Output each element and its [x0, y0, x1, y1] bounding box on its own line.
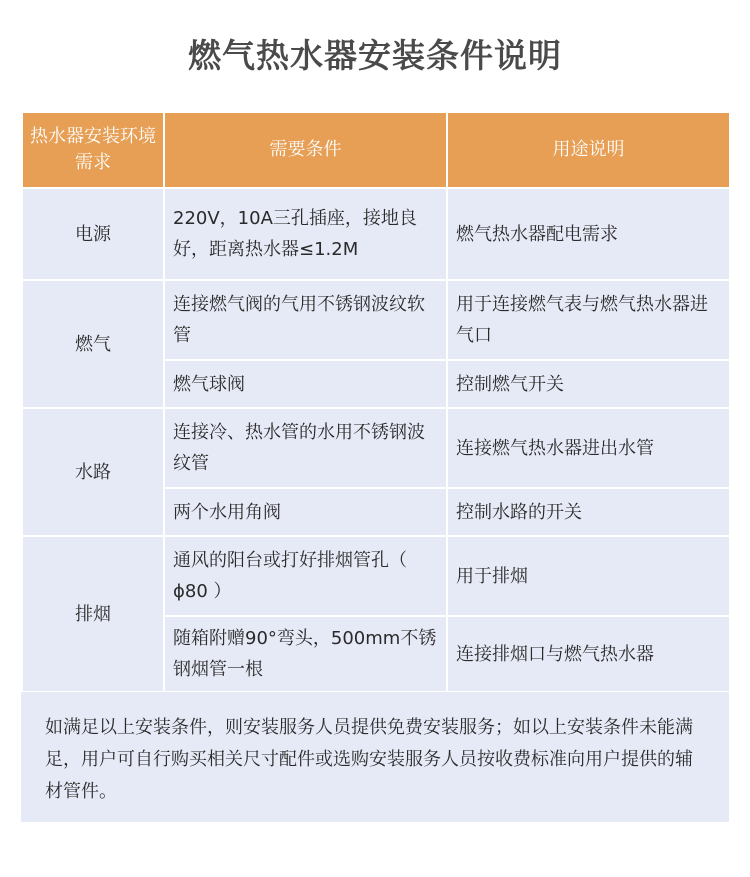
usage-cell: 连接燃气热水器进出水管 — [447, 408, 730, 488]
category-water: 水路 — [22, 408, 164, 536]
usage-cell: 燃气热水器配电需求 — [447, 188, 730, 280]
header-condition: 需要条件 — [164, 112, 447, 188]
table-row — [22, 280, 730, 360]
condition-cell: 两个水用角阀 — [164, 488, 447, 536]
header-usage: 用途说明 — [447, 112, 730, 188]
installation-conditions-table — [21, 111, 731, 693]
table-row — [22, 536, 730, 616]
condition-cell: 通风的阳台或打好排烟管孔（ ɸ80 ） — [164, 536, 447, 616]
condition-cell: 燃气球阀 — [164, 360, 447, 408]
condition-cell: 220V，10A三孔插座，接地良好，距离热水器≤1.2M — [164, 188, 447, 280]
header-environment: 热水器安装环境需求 — [22, 112, 164, 188]
installation-note: 如满足以上安装条件，则安装服务人员提供免费安装服务；如以上安装条件未能满足，用户可自行购买相关尺寸配件或选购安装服务人员按收费标准向用户提供的辅材管件。 — [21, 692, 729, 822]
usage-cell: 用于连接燃气表与燃气热水器进气口 — [447, 280, 730, 360]
table-row — [22, 188, 730, 280]
page-title: 燃气热水器安装条件说明 — [188, 36, 562, 75]
category-power: 电源 — [22, 188, 164, 280]
usage-cell: 控制水路的开关 — [447, 488, 730, 536]
category-gas: 燃气 — [22, 280, 164, 408]
condition-cell: 连接燃气阀的气用不锈钢波纹软管 — [164, 280, 447, 360]
usage-cell: 连接排烟口与燃气热水器 — [447, 616, 730, 692]
condition-cell: 连接冷、热水管的水用不锈钢波纹管 — [164, 408, 447, 488]
table-header-row — [22, 112, 730, 188]
usage-cell: 用于排烟 — [447, 536, 730, 616]
category-exhaust: 排烟 — [22, 536, 164, 692]
condition-cell: 随箱附赠90°弯头，500mm不锈钢烟管一根 — [164, 616, 447, 692]
table-row — [22, 408, 730, 488]
usage-cell: 控制燃气开关 — [447, 360, 730, 408]
